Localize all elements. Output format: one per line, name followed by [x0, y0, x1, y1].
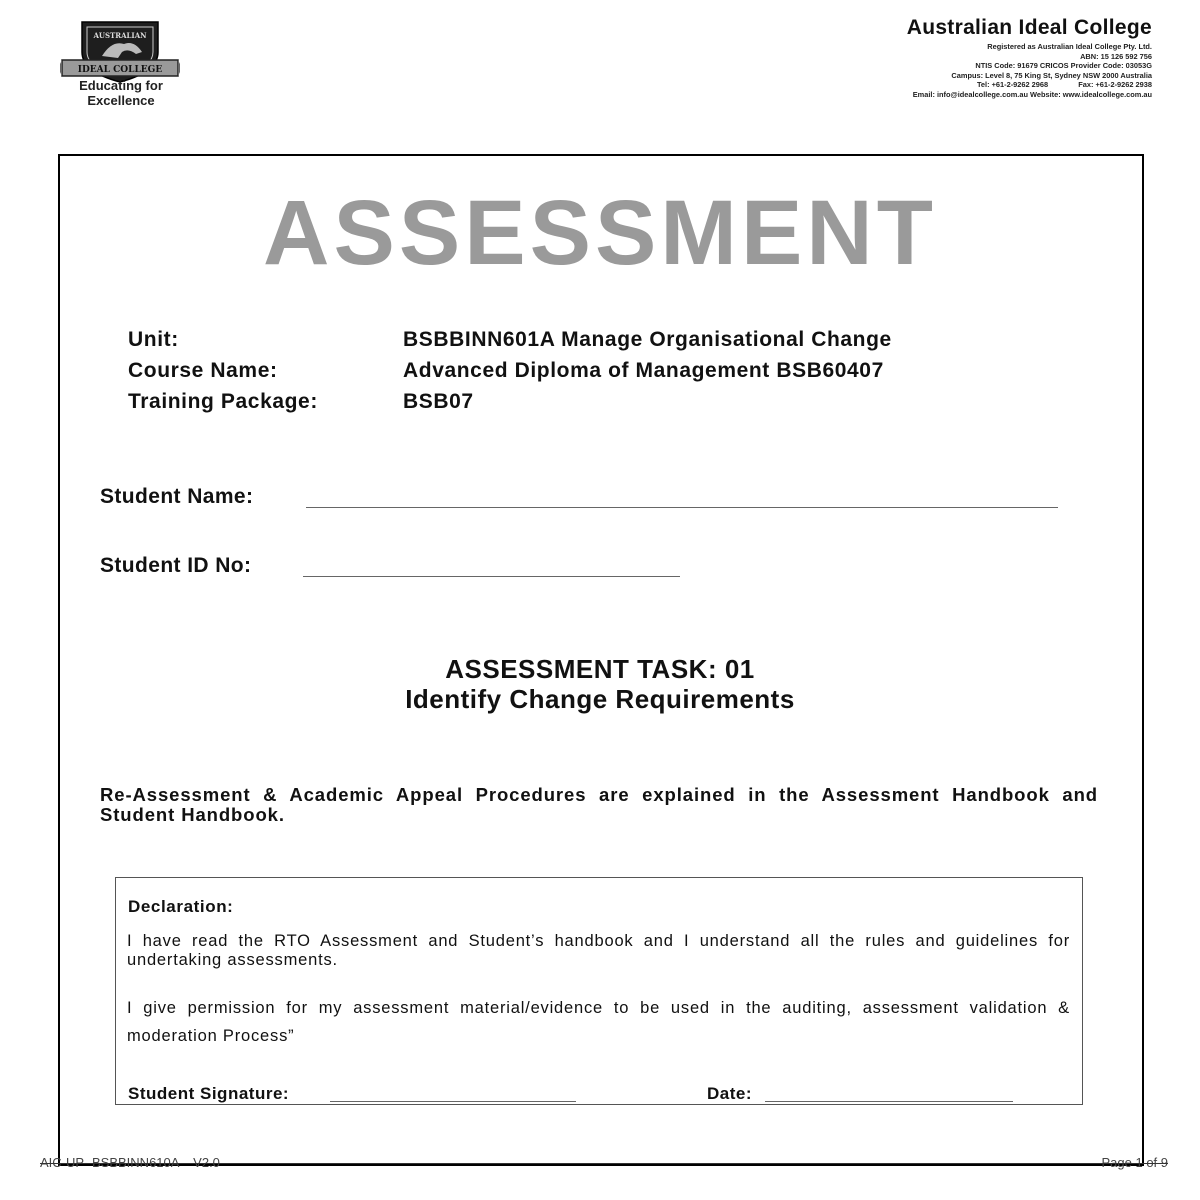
logo-banner-text: IDEAL COLLEGE	[77, 65, 163, 75]
student-name-label: Student Name:	[100, 485, 254, 508]
footer-rule	[40, 1163, 1168, 1164]
course-name-value: Advanced Diploma of Management BSB60407	[403, 359, 884, 382]
registration-line: Registered as Australian Ideal College Pty. Ltd.	[987, 42, 1152, 51]
date-label: Date:	[707, 1084, 753, 1103]
college-logo	[60, 18, 180, 110]
logo-tagline-line1: Educating for	[79, 78, 163, 93]
document-title: ASSESSMENT	[263, 182, 937, 284]
appeal-note: Re-Assessment & Academic Appeal Procedures are explained in the Assessment Handbook and Student Handbook.	[100, 784, 1098, 825]
fax-text: Fax: +61-2-9262 2938	[1078, 80, 1152, 90]
declaration-paragraph-1: I have read the RTO Assessment and Student’s handbook and I understand all the rules and guidelines for undertaking assessments.	[127, 932, 1070, 969]
task-number: ASSESSMENT TASK: 01	[445, 654, 755, 684]
date-field[interactable]	[765, 1101, 1013, 1102]
abn-line: ABN: 15 126 592 756	[1080, 51, 1152, 61]
unit-value: BSBBINN601A Manage Organisational Change	[403, 328, 892, 351]
logo-tagline-line2: Excellence	[87, 93, 155, 108]
logo-arc-text: AUSTRALIAN	[93, 31, 147, 40]
student-id-field[interactable]	[303, 576, 680, 577]
course-name-label: Course Name:	[128, 359, 278, 382]
logo-tagline	[60, 78, 182, 108]
footer-doc-code: AIC-UP- BSBBINN610A – V2.0	[40, 1155, 220, 1170]
training-package-value: BSB07	[403, 390, 474, 413]
footer-page-number: Page 1 of 9	[1101, 1155, 1168, 1170]
campus-line: Campus: Level 8, 75 King St, Sydney NSW 2000 Australia	[951, 70, 1152, 80]
student-name-field[interactable]	[306, 507, 1058, 508]
declaration-title: Declaration:	[128, 897, 234, 916]
task-heading	[0, 654, 1200, 714]
unit-label: Unit:	[128, 328, 179, 351]
contact-line: Email: info@idealcollege.com.au Website: www.idealcollege.com.au	[912, 89, 1152, 99]
signature-field[interactable]	[330, 1101, 576, 1102]
task-title: Identify Change Requirements	[405, 684, 795, 714]
college-header	[632, 16, 1152, 100]
provider-codes-line: NTIS Code: 91679 CRICOS Provider Code: 03053G	[975, 61, 1152, 71]
logo-crest-icon	[60, 18, 180, 84]
tel-text: Tel: +61-2-9262 2968	[976, 80, 1049, 90]
declaration-paragraph-2: I give permission for my assessment material/evidence to be used in the auditing, assessment validation & moderation Process”	[127, 999, 1070, 1045]
signature-label: Student Signature:	[128, 1084, 290, 1103]
training-package-label: Training Package:	[128, 390, 318, 413]
college-name: Australian Ideal College	[906, 16, 1152, 39]
declaration-box	[115, 877, 1083, 1105]
student-id-label: Student ID No:	[100, 554, 252, 577]
phone-line	[632, 80, 1152, 90]
